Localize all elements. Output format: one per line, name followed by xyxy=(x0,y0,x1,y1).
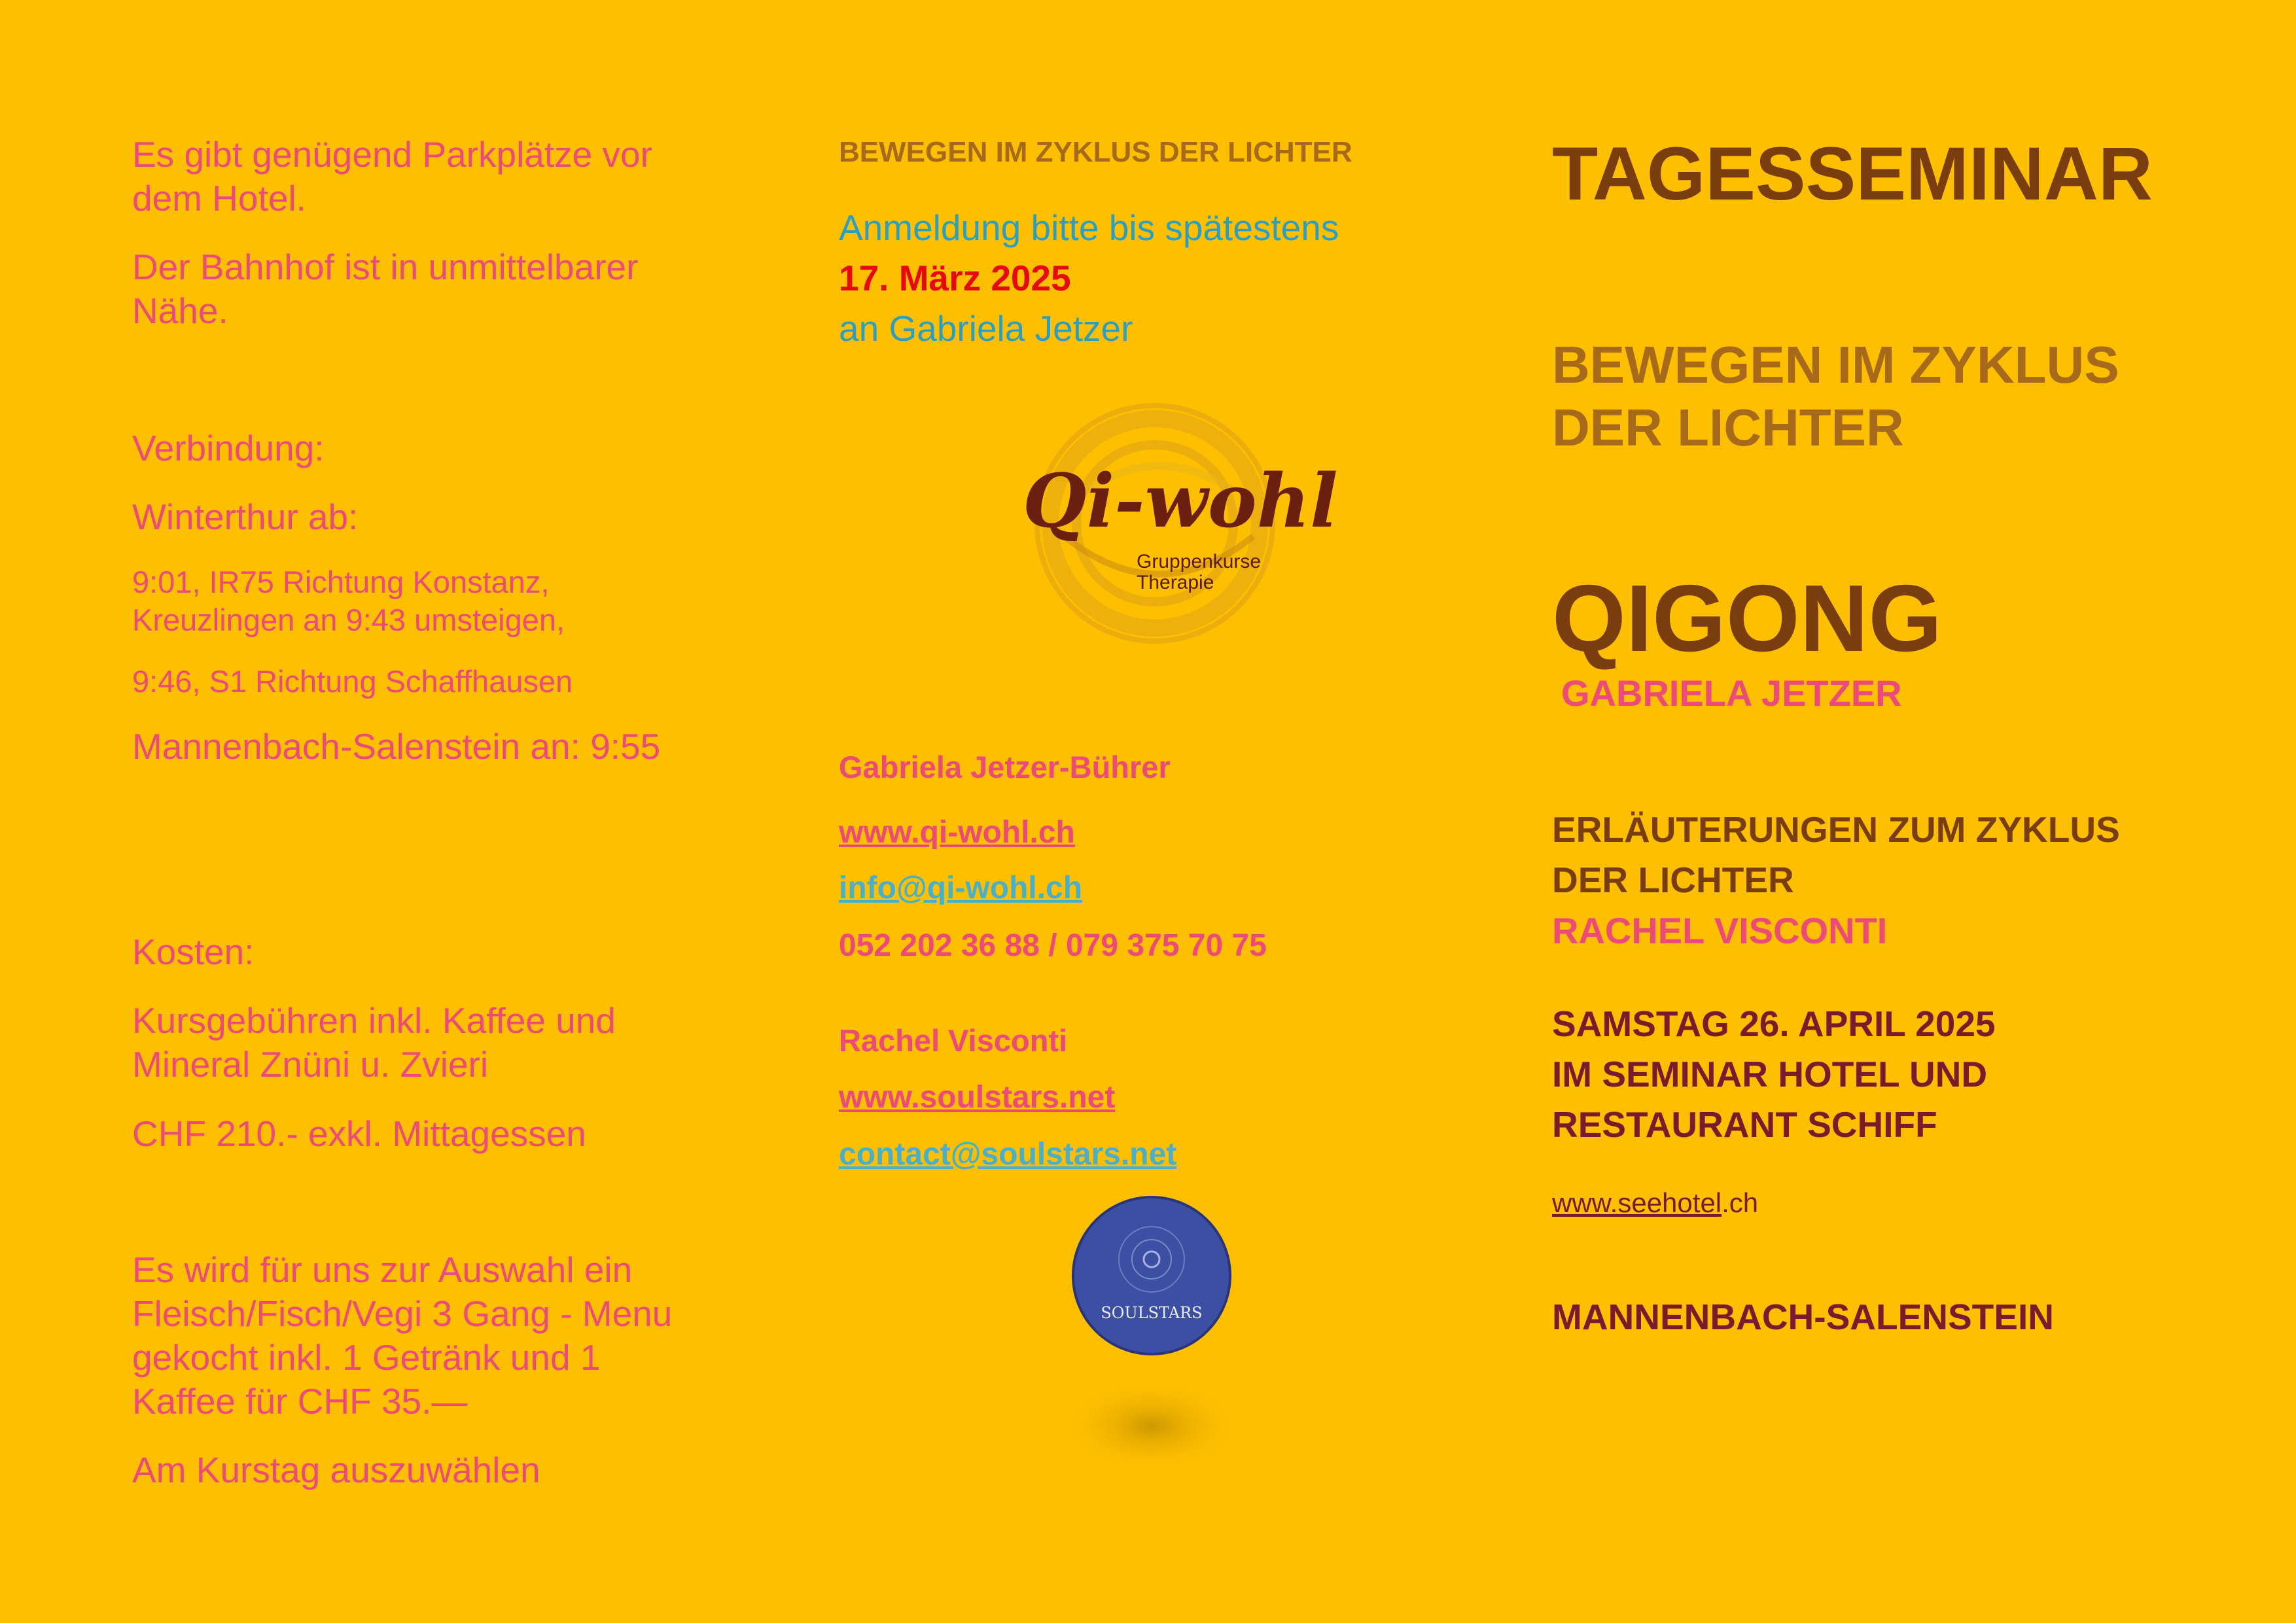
link-qi-wohl-website[interactable]: www.qi-wohl.ch xyxy=(839,815,1075,850)
route-text-2: 9:46, S1 Richtung Schaffhausen xyxy=(132,664,573,699)
link-qi-wohl-email[interactable]: info@qi-wohl.ch xyxy=(839,871,1083,905)
link-soulstars-website[interactable]: www.soulstars.net xyxy=(839,1080,1116,1115)
soulstars-logo xyxy=(1070,1194,1233,1357)
parking-text: Es gibt genügend Parkplätze vor dem Hotel. xyxy=(132,134,652,218)
price-text: CHF 210.- exkl. Mittagessen xyxy=(132,1113,586,1154)
right-panel xyxy=(1552,0,2272,1623)
middle-heading: BEWEGEN IM ZYKLUS DER LICHTER xyxy=(839,136,1352,168)
registration-line-3: an Gabriela Jetzer xyxy=(839,308,1133,349)
contact-name-gabriela: Gabriela Jetzer-Bührer xyxy=(839,750,1171,784)
menu-text: Es wird für uns zur Auswahl ein Fleisch/Fisch/Vegi 3 Gang - Menu gekocht inkl. 1 Getränk und 1 Kaffee für CHF 35.— xyxy=(132,1249,673,1422)
hotel-link-suffix[interactable]: .ch xyxy=(1722,1187,1759,1218)
costs-label: Kosten: xyxy=(132,932,255,972)
left-panel xyxy=(132,0,721,1623)
hotel-link[interactable] xyxy=(1552,1187,1758,1219)
station-text: Der Bahnhof ist in unmittelbarer Nähe. xyxy=(132,247,639,331)
connection-label: Verbindung: xyxy=(132,428,325,468)
fees-text: Kursgebühren inkl. Kaffee und Mineral Znüni u. Zvieri xyxy=(132,1000,616,1085)
qigong-title: QIGONG xyxy=(1552,565,1943,671)
seminar-subtitle: BEWEGEN IM ZYKLUS DER LICHTER xyxy=(1552,336,2119,457)
qi-wohl-logo-text: Qi-wohl xyxy=(1023,459,1338,544)
qi-wohl-logo xyxy=(1017,399,1338,648)
qi-wohl-logo-sub1: Gruppenkurse xyxy=(1137,551,1262,572)
seminar-title: TAGESSEMINAR xyxy=(1552,132,2153,216)
contact-name-rachel: Rachel Visconti xyxy=(839,1023,1068,1058)
arrival-text: Mannenbach-Salenstein an: 9:55 xyxy=(132,726,661,767)
teacher-gabriela: GABRIELA JETZER xyxy=(1561,672,1902,714)
teacher-rachel: RACHEL VISCONTI xyxy=(1552,910,1888,951)
choose-text: Am Kurstag auszuwählen xyxy=(132,1450,540,1490)
qi-wohl-logo-sub2: Therapie xyxy=(1137,572,1214,593)
link-soulstars-email[interactable]: contact@soulstars.net xyxy=(839,1137,1177,1172)
winterthur-label: Winterthur ab: xyxy=(132,497,359,537)
explanation-heading: ERLÄUTERUNGEN ZUM ZYKLUS DER LICHTER xyxy=(1552,809,2120,900)
registration-date: 17. März 2025 xyxy=(839,258,1071,298)
phone-numbers: 052 202 36 88 / 079 375 70 75 xyxy=(839,928,1267,963)
soulstars-logo-text: SOULSTARS xyxy=(1101,1304,1203,1322)
registration-line-1: Anmeldung bitte bis spätestens xyxy=(839,207,1339,248)
hotel-link-main[interactable]: www.seehotel xyxy=(1552,1187,1722,1218)
date-location: SAMSTAG 26. APRIL 2025 IM SEMINAR HOTEL UND RESTAURANT SCHIFF xyxy=(1552,1003,1996,1145)
middle-panel xyxy=(839,0,1493,1623)
place-name: MANNENBACH-SALENSTEIN xyxy=(1552,1297,2054,1337)
logo-shadow xyxy=(1063,1380,1240,1472)
route-text-1: 9:01, IR75 Richtung Konstanz, Kreuzlingen an 9:43 umsteigen, xyxy=(132,565,565,637)
